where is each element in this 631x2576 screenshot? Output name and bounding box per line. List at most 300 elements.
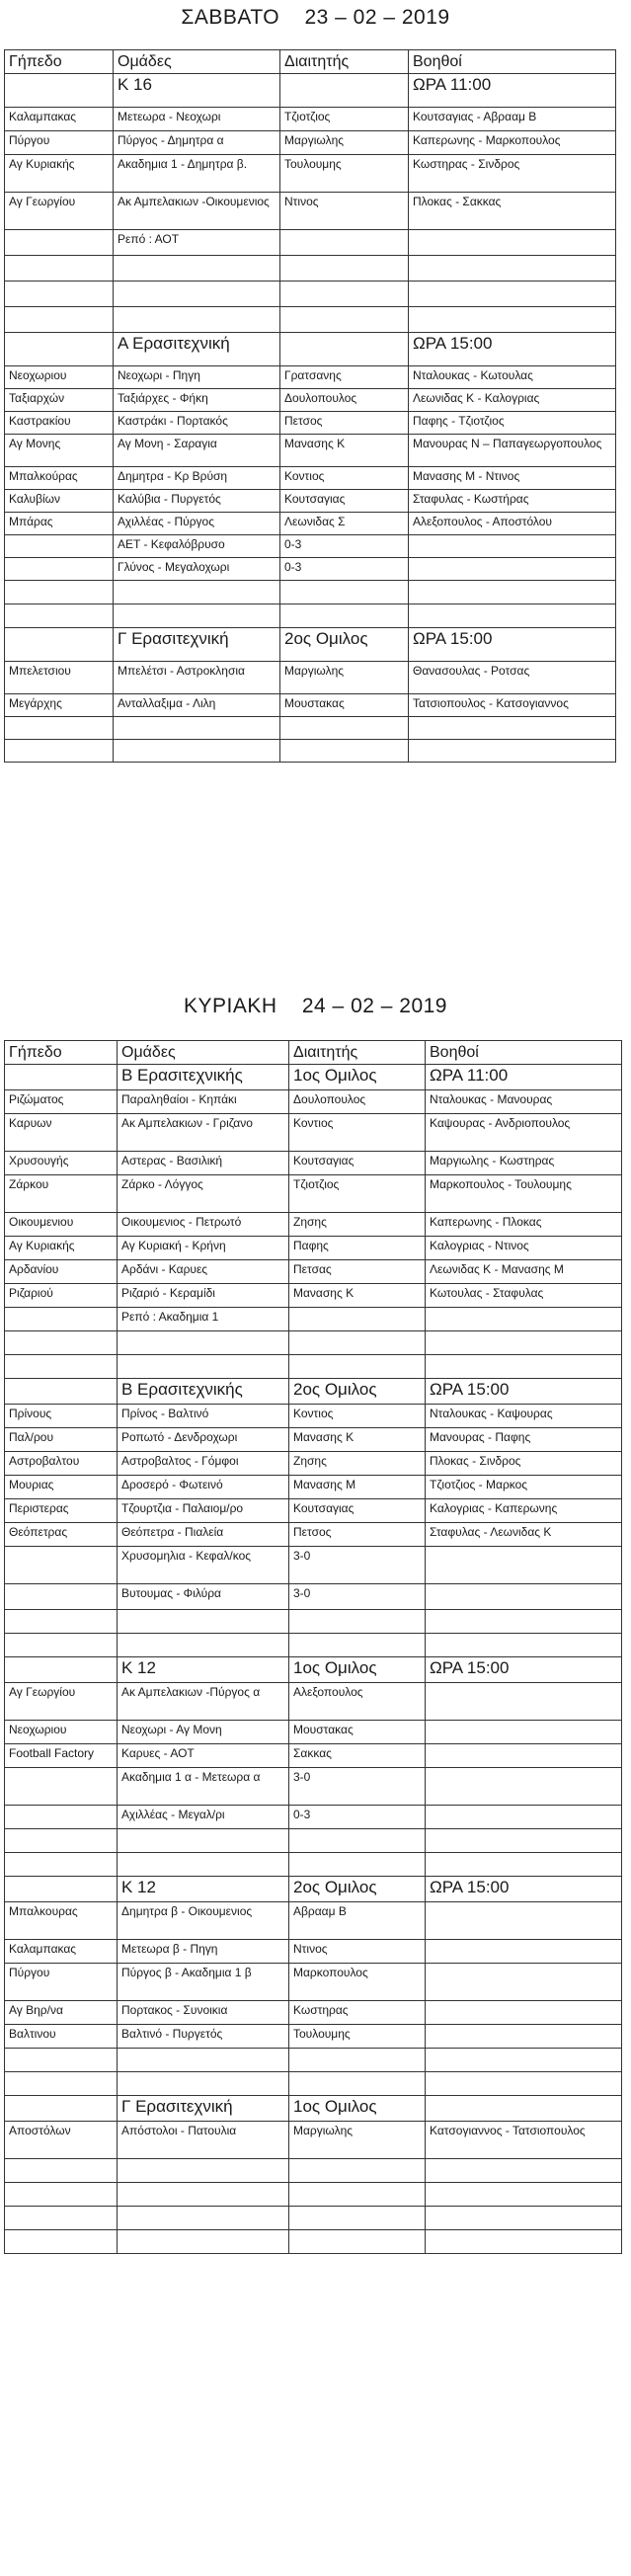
table-row bbox=[5, 1452, 622, 1476]
table-row bbox=[5, 282, 616, 307]
table-cell: Ακ Αμπελακιων - Γριζανο bbox=[118, 1114, 289, 1152]
group-header-row bbox=[5, 628, 616, 662]
table-cell bbox=[118, 1610, 289, 1634]
table-row bbox=[5, 2159, 622, 2183]
table-row bbox=[5, 1237, 622, 1260]
table-cell: Μαργιωλης bbox=[289, 2122, 426, 2159]
table-cell bbox=[426, 2183, 622, 2207]
table-cell bbox=[280, 256, 409, 282]
table-cell bbox=[5, 1331, 118, 1355]
table-cell: Κωστηρας - Σινδρος bbox=[409, 155, 616, 193]
table-cell: Αγ Γεωργίου bbox=[5, 193, 114, 230]
table-cell: Ριζαριό - Κεραμίδι bbox=[118, 1284, 289, 1308]
table-row bbox=[5, 366, 616, 389]
table-cell: Ακ Αμπελακιων -Οικουμενιος bbox=[114, 193, 280, 230]
table-cell: Κουτσαγιας - Αβρααμ Β bbox=[409, 108, 616, 131]
table-cell bbox=[280, 230, 409, 256]
column-header: Γήπεδο bbox=[5, 1041, 118, 1065]
table-cell bbox=[114, 256, 280, 282]
table-row bbox=[5, 435, 616, 467]
table-cell bbox=[426, 1768, 622, 1806]
table-row bbox=[5, 389, 616, 412]
table-cell: ΑΕΤ - Κεφαλόβρυσο bbox=[114, 535, 280, 558]
column-header: Διαιτητής bbox=[289, 1041, 426, 1065]
table-cell bbox=[289, 2049, 426, 2072]
table-cell bbox=[426, 1940, 622, 1964]
group-cell bbox=[5, 1657, 118, 1683]
table-cell bbox=[5, 1829, 118, 1853]
table-cell: Μανασης Κ bbox=[280, 435, 409, 467]
saturday-schedule-table bbox=[4, 49, 616, 763]
table-cell: Μπαλκούρας bbox=[5, 467, 114, 490]
table-cell bbox=[5, 1634, 118, 1657]
table-cell: Μουριας bbox=[5, 1476, 118, 1499]
table-cell: Ανταλλαξιμα - Λιλη bbox=[114, 694, 280, 717]
group-cell: Β Ερασιτεχνικής bbox=[118, 1379, 289, 1405]
table-row bbox=[5, 1308, 622, 1331]
table-cell bbox=[114, 740, 280, 763]
table-cell: Πύργου bbox=[5, 1964, 118, 2001]
table-cell bbox=[5, 1610, 118, 1634]
table-row bbox=[5, 307, 616, 333]
group-cell: Γ Ερασιτεχνική bbox=[114, 628, 280, 662]
table-cell bbox=[426, 1744, 622, 1768]
table-row bbox=[5, 1355, 622, 1379]
table-cell bbox=[409, 282, 616, 307]
group-cell: 1ος Ομιλος bbox=[289, 1065, 426, 1090]
table-cell bbox=[5, 2207, 118, 2230]
table-row bbox=[5, 717, 616, 740]
table-cell: Νεοχωρι - Αγ Μονη bbox=[118, 1721, 289, 1744]
table-cell: Αλεξοπουλος - Αποστόλου bbox=[409, 513, 616, 535]
table-cell bbox=[5, 307, 114, 333]
table-row bbox=[5, 1152, 622, 1175]
table-row bbox=[5, 581, 616, 604]
table-cell: Πετσος bbox=[280, 412, 409, 435]
table-row bbox=[5, 1547, 622, 1584]
group-header-row bbox=[5, 2096, 622, 2122]
table-cell bbox=[426, 1853, 622, 1877]
group-header-row bbox=[5, 1379, 622, 1405]
table-cell: Αχιλλέας - Μεγαλ/ρι bbox=[118, 1806, 289, 1829]
group-cell bbox=[280, 333, 409, 366]
table-cell bbox=[289, 1331, 426, 1355]
table-row bbox=[5, 1902, 622, 1940]
table-row bbox=[5, 108, 616, 131]
table-cell bbox=[289, 1634, 426, 1657]
group-cell: ΩΡΑ 15:00 bbox=[409, 333, 616, 366]
table-cell bbox=[426, 1355, 622, 1379]
group-cell bbox=[5, 74, 114, 108]
table-row bbox=[5, 467, 616, 490]
table-row bbox=[5, 2230, 622, 2254]
table-cell: Κοντιος bbox=[289, 1405, 426, 1428]
table-cell: Ταξιαρχών bbox=[5, 389, 114, 412]
table-cell bbox=[118, 2207, 289, 2230]
table-row bbox=[5, 1610, 622, 1634]
table-cell: Ρεπό : Ακαδημια 1 bbox=[118, 1308, 289, 1331]
table-cell: Σταφυλας - Λεωνιδας Κ bbox=[426, 1523, 622, 1547]
group-cell: Γ Ερασιτεχνική bbox=[118, 2096, 289, 2122]
table-row bbox=[5, 1499, 622, 1523]
table-cell: Αβρααμ Β bbox=[289, 1902, 426, 1940]
table-cell bbox=[426, 1721, 622, 1744]
table-cell bbox=[5, 581, 114, 604]
table-cell: Βυτουμας - Φιλύρα bbox=[118, 1584, 289, 1610]
group-cell: ΩΡΑ 15:00 bbox=[426, 1379, 622, 1405]
table-row bbox=[5, 1806, 622, 1829]
table-cell: Νεοχωρι - Πηγη bbox=[114, 366, 280, 389]
table-cell bbox=[409, 717, 616, 740]
table-cell: Αγ Βηρ/να bbox=[5, 2001, 118, 2025]
table-cell: Μπελετσιου bbox=[5, 662, 114, 694]
table-row bbox=[5, 740, 616, 763]
table-cell: Καψουρας - Ανδριοπουλος bbox=[426, 1114, 622, 1152]
group-cell: Β Ερασιτεχνικής bbox=[118, 1065, 289, 1090]
table-row bbox=[5, 1523, 622, 1547]
table-cell: Πετσος bbox=[289, 1523, 426, 1547]
table-cell bbox=[5, 1355, 118, 1379]
table-row bbox=[5, 1428, 622, 1452]
table-cell: Περιστερας bbox=[5, 1499, 118, 1523]
table-cell: Μανασης Μ - Ντινος bbox=[409, 467, 616, 490]
table-cell bbox=[289, 1308, 426, 1331]
table-cell: Ζάρκου bbox=[5, 1175, 118, 1213]
table-cell: Γρατσανης bbox=[280, 366, 409, 389]
table-cell bbox=[5, 740, 114, 763]
table-cell bbox=[426, 1584, 622, 1610]
group-header-row bbox=[5, 74, 616, 108]
table-row bbox=[5, 2025, 622, 2049]
table-row bbox=[5, 558, 616, 581]
table-cell bbox=[426, 1683, 622, 1721]
table-cell bbox=[280, 604, 409, 628]
table-cell: Κωστηρας bbox=[289, 2001, 426, 2025]
table-row bbox=[5, 662, 616, 694]
table-cell bbox=[5, 1547, 118, 1584]
table-cell bbox=[426, 2072, 622, 2096]
table-cell bbox=[114, 307, 280, 333]
table-row bbox=[5, 2207, 622, 2230]
table-cell: Αγ Κυριακής bbox=[5, 1237, 118, 1260]
table-cell bbox=[5, 2049, 118, 2072]
table-cell bbox=[280, 307, 409, 333]
table-cell: Νταλουκας - Κωτουλας bbox=[409, 366, 616, 389]
table-cell: Πύργος - Δημητρα α bbox=[114, 131, 280, 155]
table-cell: Μετεωρα β - Πηγη bbox=[118, 1940, 289, 1964]
table-cell: Ροπωτό - Δενδροχωρι bbox=[118, 1428, 289, 1452]
table-cell: Ζάρκο - Λόγγος bbox=[118, 1175, 289, 1213]
group-cell: ΩΡΑ 15:00 bbox=[426, 1657, 622, 1683]
table-cell: Αγ Γεωργίου bbox=[5, 1683, 118, 1721]
table-row bbox=[5, 1940, 622, 1964]
table-cell bbox=[118, 2159, 289, 2183]
table-cell: Βαλτινό - Πυργετός bbox=[118, 2025, 289, 2049]
table-cell bbox=[118, 2183, 289, 2207]
table-row bbox=[5, 1721, 622, 1744]
table-cell: Αγ Μονης bbox=[5, 435, 114, 467]
table-cell: Δημητρα β - Οικουμενιος bbox=[118, 1902, 289, 1940]
table-cell bbox=[5, 1308, 118, 1331]
table-cell: Μετεωρα - Νεοχωρι bbox=[114, 108, 280, 131]
table-cell bbox=[426, 2025, 622, 2049]
column-header: Ομάδες bbox=[118, 1041, 289, 1065]
table-row bbox=[5, 412, 616, 435]
table-cell: Ταξιάρχες - Φήκη bbox=[114, 389, 280, 412]
table-cell: Μανουρας Ν – Παπαγεωργοπουλος bbox=[409, 435, 616, 467]
table-cell: Καστρακίου bbox=[5, 412, 114, 435]
table-row bbox=[5, 1331, 622, 1355]
table-cell: Ριζαριού bbox=[5, 1284, 118, 1308]
table-cell: 3-0 bbox=[289, 1768, 426, 1806]
group-cell: 1ος Ομιλος bbox=[289, 2096, 426, 2122]
table-cell bbox=[5, 558, 114, 581]
table-cell: Πύργου bbox=[5, 131, 114, 155]
table-cell: Μπάρας bbox=[5, 513, 114, 535]
table-cell: Τζιοτζιος - Μαρκος bbox=[426, 1476, 622, 1499]
table-cell: Πλοκας - Σινδρος bbox=[426, 1452, 622, 1476]
table-cell bbox=[289, 1610, 426, 1634]
table-cell: 0-3 bbox=[280, 535, 409, 558]
table-row bbox=[5, 2122, 622, 2159]
column-header: Γήπεδο bbox=[5, 50, 114, 74]
table-cell: Μαρκοπουλος - Τουλουμης bbox=[426, 1175, 622, 1213]
table-cell bbox=[114, 282, 280, 307]
table-cell: 0-3 bbox=[280, 558, 409, 581]
group-cell: Κ 12 bbox=[118, 1657, 289, 1683]
group-cell bbox=[5, 1877, 118, 1902]
table-row bbox=[5, 1584, 622, 1610]
table-row bbox=[5, 1175, 622, 1213]
table-row bbox=[5, 1090, 622, 1114]
table-cell: Μεγάρχης bbox=[5, 694, 114, 717]
table-cell bbox=[409, 230, 616, 256]
table-row bbox=[5, 1829, 622, 1853]
table-cell: Μανουρας - Παφης bbox=[426, 1428, 622, 1452]
table-cell: Ριζώματος bbox=[5, 1090, 118, 1114]
group-cell bbox=[426, 2096, 622, 2122]
table-cell: Αστροβαλτου bbox=[5, 1452, 118, 1476]
table-row bbox=[5, 1683, 622, 1721]
group-cell bbox=[280, 74, 409, 108]
table-cell bbox=[426, 1610, 622, 1634]
table-cell: Ζησης bbox=[289, 1452, 426, 1476]
column-header: Βοηθοί bbox=[409, 50, 616, 74]
table-cell: Χρυσομηλια - Κεφαλ/κος bbox=[118, 1547, 289, 1584]
table-cell: Μπαλκουρας bbox=[5, 1902, 118, 1940]
table-cell: Κοντιος bbox=[289, 1114, 426, 1152]
table-cell bbox=[5, 230, 114, 256]
table-cell: Καπερωνης - Πλοκας bbox=[426, 1213, 622, 1237]
table-cell: Οικουμενιου bbox=[5, 1213, 118, 1237]
table-cell: Κωτουλας - Σταφυλας bbox=[426, 1284, 622, 1308]
table-row bbox=[5, 490, 616, 513]
table-cell: Μουστακας bbox=[280, 694, 409, 717]
group-cell bbox=[5, 1065, 118, 1090]
table-row bbox=[5, 694, 616, 717]
group-cell bbox=[5, 628, 114, 662]
table-cell bbox=[426, 2001, 622, 2025]
group-cell bbox=[5, 333, 114, 366]
table-cell: Τουλουμης bbox=[289, 2025, 426, 2049]
table-cell: Καλύβια - Πυργετός bbox=[114, 490, 280, 513]
table-row bbox=[5, 1114, 622, 1152]
table-cell bbox=[289, 1355, 426, 1379]
table-row bbox=[5, 604, 616, 628]
table-cell: Γλύνος - Μεγαλοχωρι bbox=[114, 558, 280, 581]
table-cell bbox=[280, 282, 409, 307]
table-cell bbox=[118, 1331, 289, 1355]
group-header-row bbox=[5, 1877, 622, 1902]
table-cell bbox=[114, 604, 280, 628]
table-cell: Καλογριας - Ντινος bbox=[426, 1237, 622, 1260]
column-header: Βοηθοί bbox=[426, 1041, 622, 1065]
saturday-title: ΣΑΒΒΑΤΟ 23 – 02 – 2019 bbox=[181, 6, 450, 29]
group-cell: 2ος Ομιλος bbox=[289, 1379, 426, 1405]
table-cell: Μανασης Κ bbox=[289, 1428, 426, 1452]
table-row bbox=[5, 1768, 622, 1806]
table-cell bbox=[426, 2207, 622, 2230]
table-cell: Νταλουκας - Μανουρας bbox=[426, 1090, 622, 1114]
table-cell bbox=[5, 2183, 118, 2207]
table-cell: Παφης - Τζιοτζιος bbox=[409, 412, 616, 435]
table-cell: Λεωνιδας Κ - Καλογριας bbox=[409, 389, 616, 412]
table-cell: Χρυσουγής bbox=[5, 1152, 118, 1175]
table-cell: Αχιλλέας - Πύργος bbox=[114, 513, 280, 535]
table-cell: Τζιοτζιος bbox=[280, 108, 409, 131]
table-cell: Football Factory bbox=[5, 1744, 118, 1768]
table-cell: Πλοκας - Σακκας bbox=[409, 193, 616, 230]
table-cell: Καπερωνης - Μαρκοπουλος bbox=[409, 131, 616, 155]
table-cell bbox=[5, 2159, 118, 2183]
table-cell bbox=[426, 1331, 622, 1355]
table-cell bbox=[409, 740, 616, 763]
group-header-row bbox=[5, 1657, 622, 1683]
table-cell: Τζουρτζια - Παλαιομ/ρο bbox=[118, 1499, 289, 1523]
table-cell: 0-3 bbox=[289, 1806, 426, 1829]
table-cell: Τατσιοπουλος - Κατσογιαννος bbox=[409, 694, 616, 717]
table-row bbox=[5, 2001, 622, 2025]
table-cell bbox=[426, 1806, 622, 1829]
table-cell bbox=[5, 535, 114, 558]
group-header-row bbox=[5, 1065, 622, 1090]
table-cell bbox=[409, 256, 616, 282]
table-cell bbox=[5, 717, 114, 740]
table-cell: Μαργιωλης bbox=[280, 131, 409, 155]
table-row bbox=[5, 535, 616, 558]
table-cell bbox=[426, 2159, 622, 2183]
table-row bbox=[5, 1476, 622, 1499]
table-cell bbox=[280, 740, 409, 763]
table-cell bbox=[114, 581, 280, 604]
table-cell bbox=[118, 1355, 289, 1379]
table-cell: Παλ/ρου bbox=[5, 1428, 118, 1452]
group-cell: 2ος Ομιλος bbox=[289, 1877, 426, 1902]
table-row bbox=[5, 1213, 622, 1237]
table-cell: Αποστόλων bbox=[5, 2122, 118, 2159]
table-cell: Παφης bbox=[289, 1237, 426, 1260]
table-cell: Μαργιωλης bbox=[280, 662, 409, 694]
table-row bbox=[5, 1634, 622, 1657]
table-cell: Δουλοπουλος bbox=[289, 1090, 426, 1114]
table-cell: Δημητρα - Κρ Βρύση bbox=[114, 467, 280, 490]
table-cell: Αγ Κυριακής bbox=[5, 155, 114, 193]
table-cell: Λεωνιδας Κ - Μανασης Μ bbox=[426, 1260, 622, 1284]
table-cell: Παραληθαίοι - Κηπάκι bbox=[118, 1090, 289, 1114]
table-cell bbox=[289, 2072, 426, 2096]
table-row bbox=[5, 155, 616, 193]
table-cell bbox=[118, 2072, 289, 2096]
group-cell: Α Ερασιτεχνική bbox=[114, 333, 280, 366]
table-cell: Θεόπετρα - Πιαλεία bbox=[118, 1523, 289, 1547]
table-cell: Βαλτινου bbox=[5, 2025, 118, 2049]
table-cell: Πετσας bbox=[289, 1260, 426, 1284]
table-cell bbox=[5, 2072, 118, 2096]
table-cell bbox=[118, 1853, 289, 1877]
table-cell: Μαρκοπουλος bbox=[289, 1964, 426, 2001]
table-row bbox=[5, 1260, 622, 1284]
table-cell: Καλογριας - Καπερωνης bbox=[426, 1499, 622, 1523]
table-cell: Νεοχωριου bbox=[5, 366, 114, 389]
table-cell bbox=[114, 717, 280, 740]
table-cell bbox=[5, 1853, 118, 1877]
table-cell: Καστράκι - Πορτακός bbox=[114, 412, 280, 435]
table-cell: Κουτσαγιας bbox=[289, 1152, 426, 1175]
table-row bbox=[5, 1853, 622, 1877]
table-cell: Πορτακος - Συνοικια bbox=[118, 2001, 289, 2025]
table-cell: Απόστολοι - Πατουλια bbox=[118, 2122, 289, 2159]
table-cell: Ρεπό : ΑΟΤ bbox=[114, 230, 280, 256]
table-cell: Ζησης bbox=[289, 1213, 426, 1237]
table-cell bbox=[118, 1634, 289, 1657]
table-cell: Μαργιωλης - Κωστηρας bbox=[426, 1152, 622, 1175]
table-cell: Οικουμενιος - Πετρωτό bbox=[118, 1213, 289, 1237]
table-cell: 3-0 bbox=[289, 1547, 426, 1584]
table-cell bbox=[5, 1768, 118, 1806]
table-cell bbox=[426, 2049, 622, 2072]
column-header: Διαιτητής bbox=[280, 50, 409, 74]
table-cell: Δροσερό - Φωτεινό bbox=[118, 1476, 289, 1499]
table-cell: Ντινος bbox=[280, 193, 409, 230]
group-cell bbox=[5, 2096, 118, 2122]
table-cell: Αγ Μονη - Σαραγια bbox=[114, 435, 280, 467]
table-cell: Ακαδημια 1 α - Μετεωρα α bbox=[118, 1768, 289, 1806]
table-cell bbox=[5, 1584, 118, 1610]
table-cell: Νεοχωριου bbox=[5, 1721, 118, 1744]
table-cell: Καρυων bbox=[5, 1114, 118, 1152]
group-cell: 1ος Ομιλος bbox=[289, 1657, 426, 1683]
table-cell bbox=[5, 1806, 118, 1829]
table-cell: Μανασης Μ bbox=[289, 1476, 426, 1499]
table-row bbox=[5, 256, 616, 282]
group-cell: ΩΡΑ 11:00 bbox=[409, 74, 616, 108]
table-cell bbox=[426, 1308, 622, 1331]
table-cell: Αλεξοπουλος bbox=[289, 1683, 426, 1721]
table-cell: Καλυβίων bbox=[5, 490, 114, 513]
table-cell bbox=[280, 581, 409, 604]
table-cell: Ακαδημια 1 - Δημητρα β. bbox=[114, 155, 280, 193]
table-cell bbox=[426, 1902, 622, 1940]
table-row bbox=[5, 131, 616, 155]
table-cell: Νταλουκας - Καψουρας bbox=[426, 1405, 622, 1428]
table-cell: Πύργος β - Ακαδημια 1 β bbox=[118, 1964, 289, 2001]
table-cell bbox=[5, 604, 114, 628]
table-cell bbox=[118, 2230, 289, 2254]
table-cell: Τουλουμης bbox=[280, 155, 409, 193]
table-cell bbox=[118, 2049, 289, 2072]
table-cell: Κουτσαγιας bbox=[289, 1499, 426, 1523]
table-cell: Πρίνους bbox=[5, 1405, 118, 1428]
